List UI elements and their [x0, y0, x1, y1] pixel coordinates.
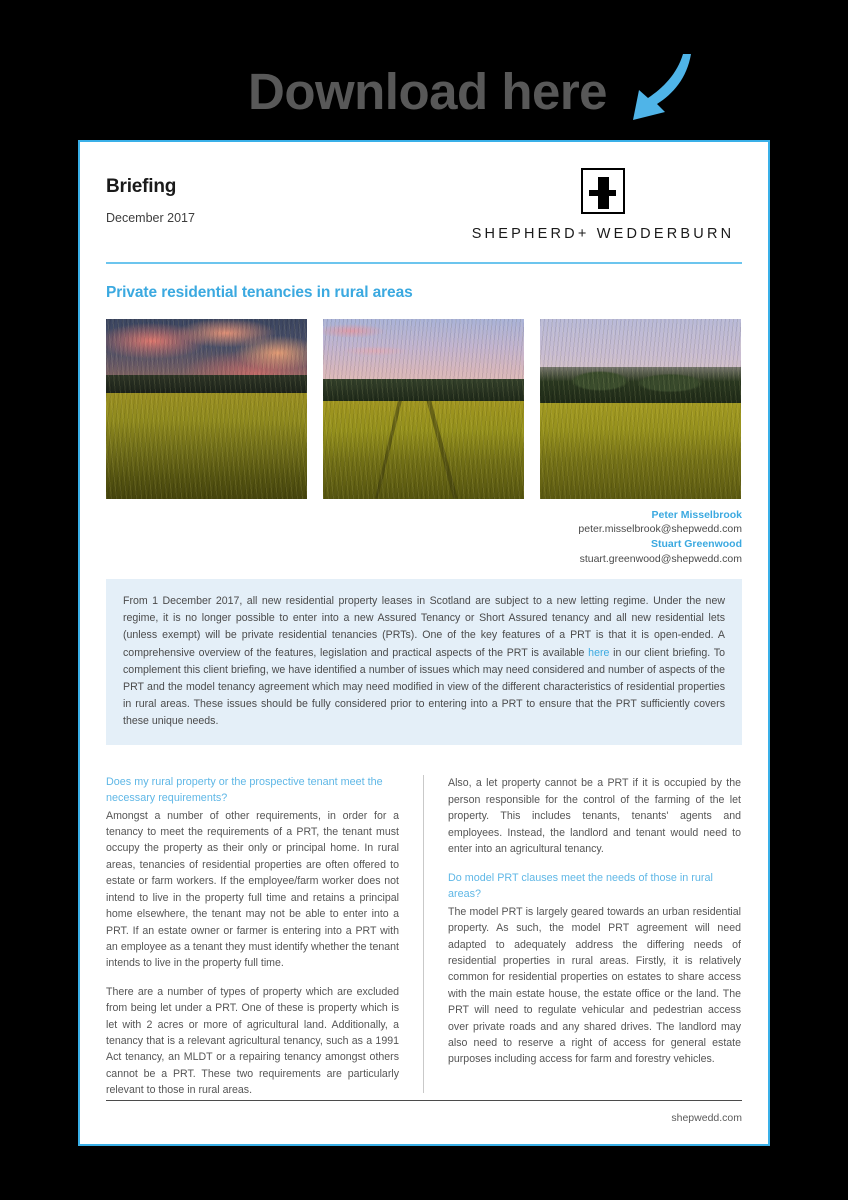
- brand-block: [464, 168, 742, 242]
- footer-website[interactable]: shepwedd.com: [671, 1112, 742, 1124]
- photo-strip: [106, 319, 742, 499]
- document-type-title: Briefing: [106, 176, 177, 197]
- photo3-treeline: [540, 367, 741, 405]
- photo2-field: [323, 401, 524, 499]
- intro-text-part2: in our client briefing. To complement this client briefing, we have identified a number of issues which may need considered and number of aspects of the PRT and the model tenancy agreement which may need modified in view of the different characteristics of residential properties in rural areas. These issues should be fully considered prior to entering into a PRT to ensure that the PRT sufficiently covers these unique needs.: [123, 646, 725, 728]
- photo3-field: [540, 403, 741, 499]
- contact-email[interactable]: stuart.greenwood@shepwedd.com: [579, 553, 742, 566]
- download-banner-label: Download here: [248, 62, 608, 120]
- photo2-treeline: [323, 379, 524, 403]
- header-divider: [106, 262, 742, 264]
- photo-sunset-wheat-field: [106, 319, 307, 499]
- contacts-block: [106, 508, 742, 568]
- right-column-heading: Do model PRT clauses meet the needs of those in rural areas?: [448, 872, 713, 901]
- right-column-paragraph-2: The model PRT is largely geared towards an urban residential property. As such, the model PRT agreement will need adapted to adequately address the differing needs of residential properties in rural areas. Firstly, it is relatively common for residential properties on estates to share access with the main estate house, the estate office or the land. The PRT will need to regulate vehicular and pedestrian access over private roads and any shared drives. The landlord may also need to reserve a right of access for general estate purposes including access for farm and forestry vehicles.: [448, 905, 741, 1066]
- curved-arrow-down-left-icon: [621, 52, 693, 126]
- document-date: December 2017: [106, 211, 195, 225]
- brand-name: SHEPHERD+ WEDDERBURN: [471, 226, 735, 242]
- right-column: [448, 775, 741, 1093]
- document-footer: [106, 1100, 742, 1124]
- body-columns: [106, 775, 742, 1097]
- shepherd-wedderburn-square-mark-icon: [581, 168, 625, 214]
- client-briefing-link[interactable]: here: [588, 646, 610, 659]
- intro-paragraph: [123, 593, 725, 730]
- footer-divider: [106, 1100, 742, 1101]
- contact-name: Peter Misselbrook: [651, 508, 742, 521]
- photo1-field: [106, 393, 307, 499]
- contact-email[interactable]: peter.misselbrook@shepwedd.com: [578, 523, 742, 536]
- right-column-paragraph-1: Also, a let property cannot be a PRT if it is occupied by the person responsible for the control of the farming of the let property. This includes tenants, tenants' agents and employees. Instead, the landlord and tenant would need to enter into an agricultural tenancy.: [448, 777, 741, 855]
- left-column: [106, 775, 399, 1097]
- download-banner-content[interactable]: [248, 56, 693, 126]
- document-header: [106, 142, 742, 252]
- photo-wheat-field-treeline: [540, 319, 741, 499]
- download-banner: [0, 0, 848, 140]
- photo-tractor-tracks-field: [323, 319, 524, 499]
- intro-text-part1: From 1 December 2017, all new residential property leases in Scotland are subject to a new letting regime. Under the new regime, it is no longer possible to enter into a new Assured Tenancy or Short Assured tenancy and all new residential lets (unless exempt) will be private residential tenancies (PRTs). One of the key features of a PRT is that it is open-ended. A comprehensive overview of the features, legislation and practical aspects of the PRT is available: [123, 595, 725, 659]
- column-divider: [423, 775, 424, 1093]
- contact-name: Stuart Greenwood: [650, 538, 742, 551]
- document-page: [78, 140, 770, 1146]
- left-column-paragraph-1: Amongst a number of other requirements, in order for a tenancy to meet the requirements of a PRT, the tenant must occupy the property as their only or principal home. In rural areas, tenancies of residential properties are often offered to estate or farm workers. If the employee/farm worker does not intend to live in the property full time and retains a principal home elsewhere, the tenant may not be able to enter into a PRT. If an estate owner or farmer is entering into a PRT with an employee as a tenant they must identify whether the tenant intends to live in the property full time.: [106, 809, 399, 970]
- left-column-paragraph-2: There are a number of types of property which are excluded from being let under a PRT. One of these is property which is let with 2 acres or more of agricultural land. Additionally, a tenancy that is a relevant agricultural tenancy, such as a 1991 Act tenancy, an MLDT or a repairing tenancy amongst others cannot be a PRT. These two requirements are particularly relevant to those in rural areas.: [106, 985, 399, 1097]
- page-title: Private residential tenancies in rural areas: [106, 283, 413, 301]
- intro-callout: [106, 579, 742, 745]
- left-column-heading: Does my rural property or the prospective tenant meet the necessary requirements?: [106, 776, 383, 805]
- photo1-treeline: [106, 375, 307, 395]
